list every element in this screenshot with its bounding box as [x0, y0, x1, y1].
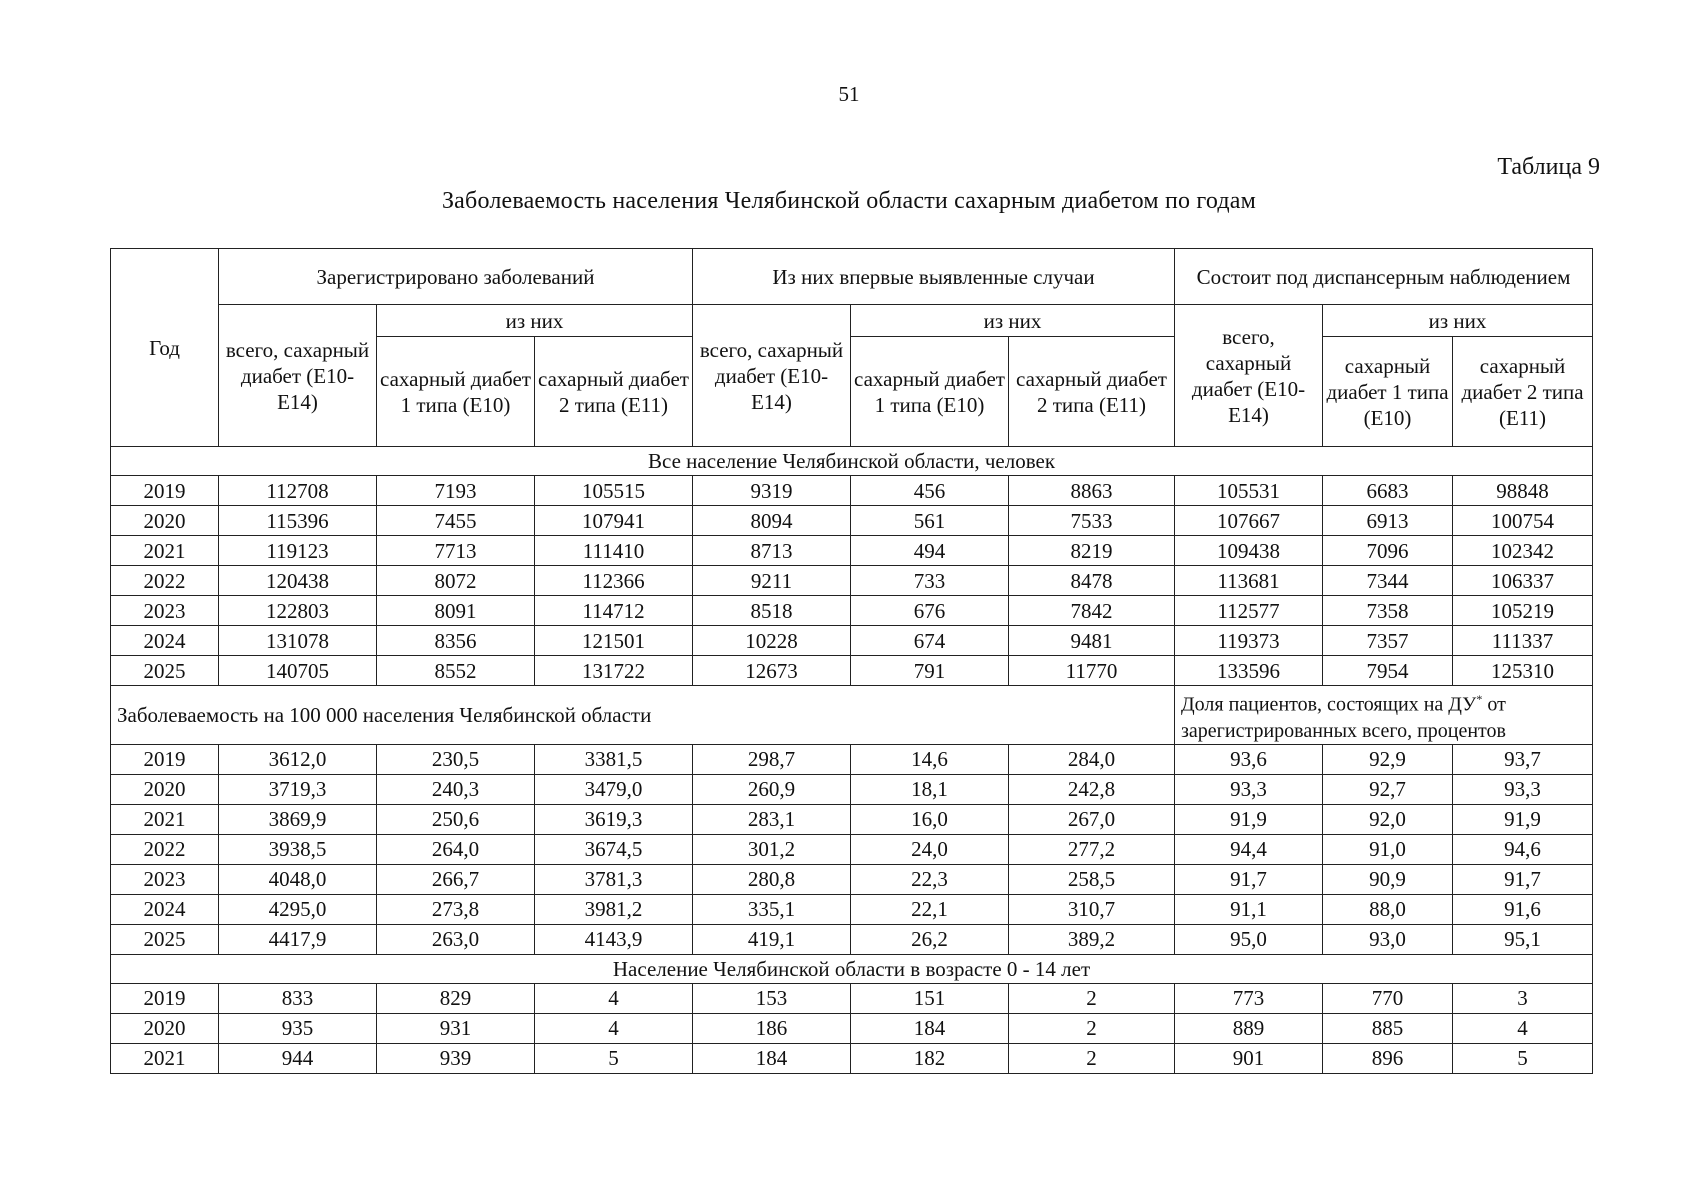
section-title-children: Население Челябинской области в возрасте 0 - 14 лет — [111, 954, 1593, 983]
value-cell: 120438 — [219, 566, 377, 596]
value-cell: 107667 — [1175, 506, 1323, 536]
section-title-row — [111, 686, 1593, 745]
value-cell: 3479,0 — [535, 774, 693, 804]
year-cell: 2022 — [111, 834, 219, 864]
value-cell: 98848 — [1453, 476, 1593, 506]
value-cell: 22,1 — [851, 894, 1009, 924]
table-row — [111, 894, 1593, 924]
value-cell: 301,2 — [693, 834, 851, 864]
value-cell: 298,7 — [693, 744, 851, 774]
value-cell: 7344 — [1323, 566, 1453, 596]
value-cell: 93,3 — [1175, 774, 1323, 804]
value-cell: 6683 — [1323, 476, 1453, 506]
year-cell: 2020 — [111, 506, 219, 536]
value-cell: 8863 — [1009, 476, 1175, 506]
value-cell: 8091 — [377, 596, 535, 626]
value-cell: 833 — [219, 983, 377, 1013]
value-cell: 8552 — [377, 656, 535, 686]
value-cell: 182 — [851, 1043, 1009, 1073]
value-cell: 92,9 — [1323, 744, 1453, 774]
value-cell: 91,0 — [1323, 834, 1453, 864]
header-disp-of-them: из них — [1323, 305, 1593, 337]
value-cell: 4 — [535, 983, 693, 1013]
value-cell: 92,7 — [1323, 774, 1453, 804]
value-cell: 3938,5 — [219, 834, 377, 864]
year-cell: 2020 — [111, 1013, 219, 1043]
value-cell: 119373 — [1175, 626, 1323, 656]
value-cell: 3612,0 — [219, 744, 377, 774]
value-cell: 122803 — [219, 596, 377, 626]
value-cell: 186 — [693, 1013, 851, 1043]
value-cell: 11770 — [1009, 656, 1175, 686]
header-group-new: Из них впервые выявленные случаи — [693, 249, 1175, 305]
table-row — [111, 1013, 1593, 1043]
value-cell: 140705 — [219, 656, 377, 686]
value-cell: 791 — [851, 656, 1009, 686]
section-title-row — [111, 447, 1593, 476]
value-cell: 8094 — [693, 506, 851, 536]
value-cell: 939 — [377, 1043, 535, 1073]
value-cell: 284,0 — [1009, 744, 1175, 774]
value-cell: 26,2 — [851, 924, 1009, 954]
value-cell: 91,9 — [1453, 804, 1593, 834]
value-cell: 3381,5 — [535, 744, 693, 774]
value-cell: 113681 — [1175, 566, 1323, 596]
value-cell: 91,6 — [1453, 894, 1593, 924]
value-cell: 100754 — [1453, 506, 1593, 536]
value-cell: 7193 — [377, 476, 535, 506]
value-cell: 3869,9 — [219, 804, 377, 834]
value-cell: 935 — [219, 1013, 377, 1043]
value-cell: 3981,2 — [535, 894, 693, 924]
value-cell: 12673 — [693, 656, 851, 686]
value-cell: 107941 — [535, 506, 693, 536]
header-new-t1: сахарный диабет 1 типа (E10) — [851, 337, 1009, 447]
value-cell: 3781,3 — [535, 864, 693, 894]
value-cell: 184 — [693, 1043, 851, 1073]
year-cell: 2020 — [111, 774, 219, 804]
year-cell: 2022 — [111, 566, 219, 596]
value-cell: 283,1 — [693, 804, 851, 834]
value-cell: 7455 — [377, 506, 535, 536]
value-cell: 561 — [851, 506, 1009, 536]
value-cell: 676 — [851, 596, 1009, 626]
table-row — [111, 774, 1593, 804]
value-cell: 263,0 — [377, 924, 535, 954]
year-cell: 2025 — [111, 924, 219, 954]
value-cell: 258,5 — [1009, 864, 1175, 894]
value-cell: 91,7 — [1453, 864, 1593, 894]
value-cell: 114712 — [535, 596, 693, 626]
value-cell: 389,2 — [1009, 924, 1175, 954]
value-cell: 5 — [1453, 1043, 1593, 1073]
year-cell: 2025 — [111, 656, 219, 686]
value-cell: 3674,5 — [535, 834, 693, 864]
value-cell: 419,1 — [693, 924, 851, 954]
value-cell: 8072 — [377, 566, 535, 596]
value-cell: 944 — [219, 1043, 377, 1073]
table-row — [111, 476, 1593, 506]
header-new-of-them: из них — [851, 305, 1175, 337]
table-row — [111, 744, 1593, 774]
value-cell: 112708 — [219, 476, 377, 506]
value-cell: 95,1 — [1453, 924, 1593, 954]
value-cell: 5 — [535, 1043, 693, 1073]
value-cell: 8478 — [1009, 566, 1175, 596]
value-cell: 4295,0 — [219, 894, 377, 924]
section-title-per-100k: Заболеваемость на 100 000 населения Челябинской области — [111, 686, 1175, 745]
year-cell: 2023 — [111, 596, 219, 626]
table-row — [111, 536, 1593, 566]
table-row — [111, 596, 1593, 626]
value-cell: 7357 — [1323, 626, 1453, 656]
value-cell: 277,2 — [1009, 834, 1175, 864]
value-cell: 4417,9 — [219, 924, 377, 954]
value-cell: 102342 — [1453, 536, 1593, 566]
table-row — [111, 834, 1593, 864]
value-cell: 2 — [1009, 1013, 1175, 1043]
value-cell: 24,0 — [851, 834, 1009, 864]
value-cell: 456 — [851, 476, 1009, 506]
value-cell: 111337 — [1453, 626, 1593, 656]
value-cell: 7533 — [1009, 506, 1175, 536]
year-cell: 2019 — [111, 476, 219, 506]
table-label: Таблица 9 — [1497, 154, 1600, 180]
header-reg-of-them: из них — [377, 305, 693, 337]
value-cell: 7096 — [1323, 536, 1453, 566]
year-cell: 2021 — [111, 536, 219, 566]
header-disp-t1: сахарный диабет 1 типа (E10) — [1323, 337, 1453, 447]
value-cell: 4 — [1453, 1013, 1593, 1043]
value-cell: 106337 — [1453, 566, 1593, 596]
value-cell: 91,9 — [1175, 804, 1323, 834]
value-cell: 733 — [851, 566, 1009, 596]
value-cell: 4143,9 — [535, 924, 693, 954]
year-cell: 2021 — [111, 1043, 219, 1073]
value-cell: 896 — [1323, 1043, 1453, 1073]
table-row — [111, 924, 1593, 954]
value-cell: 4048,0 — [219, 864, 377, 894]
value-cell: 3719,3 — [219, 774, 377, 804]
value-cell: 119123 — [219, 536, 377, 566]
value-cell: 260,9 — [693, 774, 851, 804]
value-cell: 266,7 — [377, 864, 535, 894]
share-note-mark: * — [1476, 692, 1483, 706]
header-year: Год — [111, 249, 219, 447]
share-note-rest: от зарегистрированных всего, процентов — [1181, 693, 1506, 742]
year-cell: 2019 — [111, 983, 219, 1013]
value-cell: 310,7 — [1009, 894, 1175, 924]
value-cell: 2 — [1009, 1043, 1175, 1073]
value-cell: 2 — [1009, 983, 1175, 1013]
table-row — [111, 804, 1593, 834]
table-row — [111, 566, 1593, 596]
value-cell: 931 — [377, 1013, 535, 1043]
value-cell: 93,3 — [1453, 774, 1593, 804]
value-cell: 280,8 — [693, 864, 851, 894]
header-reg-t2: сахарный диабет 2 типа (E11) — [535, 337, 693, 447]
value-cell: 18,1 — [851, 774, 1009, 804]
section-title-row — [111, 954, 1593, 983]
header-disp-total: всего, сахарный диабет (E10-E14) — [1175, 305, 1323, 447]
value-cell: 885 — [1323, 1013, 1453, 1043]
value-cell: 94,6 — [1453, 834, 1593, 864]
value-cell: 7842 — [1009, 596, 1175, 626]
value-cell: 773 — [1175, 983, 1323, 1013]
header-disp-t2: сахарный диабет 2 типа (E11) — [1453, 337, 1593, 447]
value-cell: 95,0 — [1175, 924, 1323, 954]
value-cell: 267,0 — [1009, 804, 1175, 834]
value-cell: 153 — [693, 983, 851, 1013]
year-cell: 2023 — [111, 864, 219, 894]
header-group-registered: Зарегистрировано заболеваний — [219, 249, 693, 305]
value-cell: 105531 — [1175, 476, 1323, 506]
value-cell: 92,0 — [1323, 804, 1453, 834]
value-cell: 10228 — [693, 626, 851, 656]
value-cell: 242,8 — [1009, 774, 1175, 804]
table-title: Заболеваемость населения Челябинской области сахарным диабетом по годам — [441, 188, 1257, 214]
value-cell: 93,6 — [1175, 744, 1323, 774]
value-cell: 184 — [851, 1013, 1009, 1043]
value-cell: 94,4 — [1175, 834, 1323, 864]
value-cell: 9211 — [693, 566, 851, 596]
value-cell: 250,6 — [377, 804, 535, 834]
year-cell: 2021 — [111, 804, 219, 834]
value-cell: 494 — [851, 536, 1009, 566]
value-cell: 7954 — [1323, 656, 1453, 686]
share-note-text: Доля пациентов, состоящих на ДУ — [1181, 693, 1477, 716]
year-cell: 2019 — [111, 744, 219, 774]
value-cell: 829 — [377, 983, 535, 1013]
value-cell: 22,3 — [851, 864, 1009, 894]
value-cell: 7713 — [377, 536, 535, 566]
table-row — [111, 656, 1593, 686]
value-cell: 115396 — [219, 506, 377, 536]
value-cell: 91,1 — [1175, 894, 1323, 924]
table-header — [111, 249, 1593, 447]
header-new-total: всего, сахарный диабет (E10-E14) — [693, 305, 851, 447]
table-row — [111, 626, 1593, 656]
value-cell: 131722 — [535, 656, 693, 686]
table-row — [111, 1043, 1593, 1073]
value-cell: 264,0 — [377, 834, 535, 864]
header-reg-total: всего, сахарный диабет (E10-E14) — [219, 305, 377, 447]
value-cell: 889 — [1175, 1013, 1323, 1043]
table-body — [111, 447, 1593, 1074]
value-cell: 7358 — [1323, 596, 1453, 626]
value-cell: 91,7 — [1175, 864, 1323, 894]
value-cell: 3 — [1453, 983, 1593, 1013]
value-cell: 3619,3 — [535, 804, 693, 834]
share-note — [1175, 686, 1593, 745]
value-cell: 674 — [851, 626, 1009, 656]
value-cell: 8219 — [1009, 536, 1175, 566]
value-cell: 6913 — [1323, 506, 1453, 536]
value-cell: 8518 — [693, 596, 851, 626]
table-row — [111, 506, 1593, 536]
value-cell: 9319 — [693, 476, 851, 506]
value-cell: 335,1 — [693, 894, 851, 924]
year-cell: 2024 — [111, 626, 219, 656]
value-cell: 240,3 — [377, 774, 535, 804]
header-new-t2: сахарный диабет 2 типа (E11) — [1009, 337, 1175, 447]
value-cell: 770 — [1323, 983, 1453, 1013]
value-cell: 90,9 — [1323, 864, 1453, 894]
section-title-all-population: Все население Челябинской области, человек — [111, 447, 1593, 476]
value-cell: 8713 — [693, 536, 851, 566]
value-cell: 133596 — [1175, 656, 1323, 686]
value-cell: 88,0 — [1323, 894, 1453, 924]
value-cell: 901 — [1175, 1043, 1323, 1073]
value-cell: 14,6 — [851, 744, 1009, 774]
value-cell: 93,0 — [1323, 924, 1453, 954]
value-cell: 230,5 — [377, 744, 535, 774]
value-cell: 9481 — [1009, 626, 1175, 656]
value-cell: 131078 — [219, 626, 377, 656]
value-cell: 93,7 — [1453, 744, 1593, 774]
value-cell: 112577 — [1175, 596, 1323, 626]
table-row — [111, 864, 1593, 894]
value-cell: 273,8 — [377, 894, 535, 924]
value-cell: 109438 — [1175, 536, 1323, 566]
table-row — [111, 983, 1593, 1013]
value-cell: 105515 — [535, 476, 693, 506]
year-cell: 2024 — [111, 894, 219, 924]
value-cell: 112366 — [535, 566, 693, 596]
value-cell: 16,0 — [851, 804, 1009, 834]
value-cell: 4 — [535, 1013, 693, 1043]
header-reg-t1: сахарный диабет 1 типа (E10) — [377, 337, 535, 447]
page-number: 51 — [838, 82, 860, 106]
value-cell: 151 — [851, 983, 1009, 1013]
value-cell: 111410 — [535, 536, 693, 566]
value-cell: 121501 — [535, 626, 693, 656]
value-cell: 105219 — [1453, 596, 1593, 626]
value-cell: 8356 — [377, 626, 535, 656]
incidence-table — [110, 248, 1593, 1074]
value-cell: 125310 — [1453, 656, 1593, 686]
header-group-dispensary: Состоит под диспансерным наблюдением — [1175, 249, 1593, 305]
